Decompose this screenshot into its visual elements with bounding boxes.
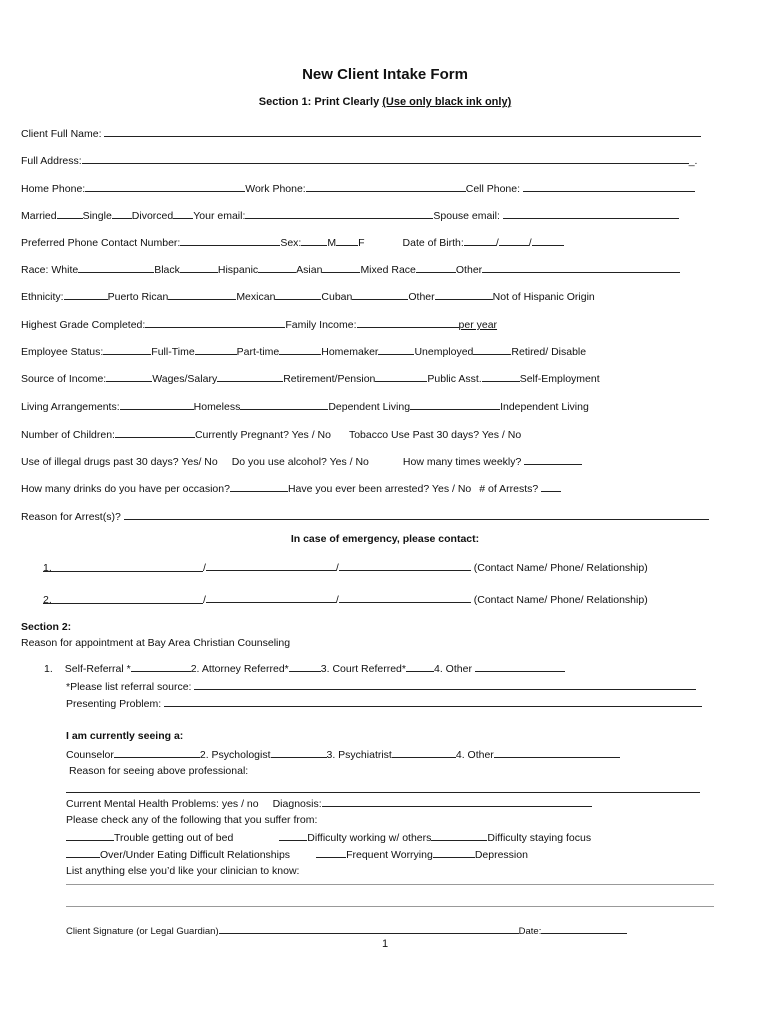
currently-seeing-heading: I am currently seeing a:: [66, 730, 184, 742]
wages-check[interactable]: [106, 370, 152, 382]
substance-row: Use of illegal drugs past 30 days? Yes/ No Do you use alcohol? Yes / No How many times weekly?: [21, 453, 582, 469]
address-field[interactable]: [82, 152, 689, 164]
email-field[interactable]: [245, 207, 433, 219]
retirement-check[interactable]: [217, 370, 283, 382]
children-row: Number of Children: Currently Pregnant? Yes / No Tobacco Use Past 30 days? Yes / No: [21, 426, 521, 442]
referral-source-field[interactable]: [194, 678, 696, 690]
home-phone-field[interactable]: [85, 180, 245, 192]
homemaker-check[interactable]: [279, 343, 321, 355]
eth-pr-check[interactable]: [64, 288, 108, 300]
self-referral-check[interactable]: [131, 660, 191, 672]
eating-check[interactable]: [66, 846, 100, 858]
address-row: Full Address: _.: [21, 152, 697, 168]
client-name-row: Client Full Name:: [21, 125, 701, 141]
homeless-check[interactable]: [120, 398, 194, 410]
check-instructions: Please check any of the following that you suffer from:: [66, 814, 318, 826]
employment-row: Employee Status: Full-Time Part-time Homemaker Unemployed Retired/ Disable: [21, 343, 586, 359]
times-weekly-field[interactable]: [524, 453, 582, 465]
emergency-1-phone[interactable]: [206, 559, 336, 571]
emergency-1-relationship[interactable]: [339, 559, 471, 571]
signature-field[interactable]: [219, 922, 519, 934]
income-source-row: Source of Income: Wages/Salary Retirement/Pension Public Asst. Self-Employment: [21, 370, 600, 386]
public-asst-check[interactable]: [375, 370, 427, 382]
list-else-prompt: List anything else you’d like your clinician to know:: [66, 865, 300, 877]
race-hispanic-check[interactable]: [258, 261, 296, 273]
referral-other-field[interactable]: [475, 660, 565, 672]
page-number: 1: [381, 938, 389, 950]
form-title: New Client Intake Form: [302, 66, 468, 83]
attorney-check[interactable]: [289, 660, 321, 672]
race-mixed-check[interactable]: [416, 261, 456, 273]
date-field[interactable]: [541, 922, 627, 934]
eth-not-check[interactable]: [435, 288, 493, 300]
contact-sex-dob-row: Preferred Phone Contact Number: Sex: M F Date of Birth: / /: [21, 234, 564, 250]
arrests-count-field[interactable]: [541, 480, 561, 492]
worrying-check[interactable]: [316, 846, 346, 858]
dob-day-field[interactable]: [499, 234, 529, 246]
professional-row: Counselor 2. Psychologist 3. Psychiatrist 4. Other: [66, 746, 620, 762]
eth-cuban-check[interactable]: [275, 288, 321, 300]
section2-heading: Section 2:: [21, 621, 72, 633]
drinks-arrest-row: How many drinks do you have per occasion? Have you ever been arrested? Yes / No # of Arrests?: [21, 480, 561, 496]
emergency-2-phone[interactable]: [206, 591, 336, 603]
eth-mex-check[interactable]: [168, 288, 236, 300]
sex-m-check[interactable]: [301, 234, 327, 246]
unemployed-check[interactable]: [378, 343, 414, 355]
counselor-check[interactable]: [114, 746, 200, 758]
part-time-check[interactable]: [195, 343, 237, 355]
race-black-check[interactable]: [180, 261, 218, 273]
signature-row: Client Signature (or Legal Guardian) Date:: [66, 922, 627, 938]
emergency-2-relationship[interactable]: [339, 591, 471, 603]
drinks-field[interactable]: [230, 480, 288, 492]
professional-other-field[interactable]: [494, 746, 620, 758]
ink-instruction: (Use only black ink only): [382, 96, 512, 108]
arrest-reason-field[interactable]: [124, 508, 709, 520]
divorced-check[interactable]: [173, 207, 193, 219]
income-field[interactable]: [357, 316, 459, 328]
reason-professional-field[interactable]: [66, 792, 700, 793]
symptoms-row-2: Over/Under Eating Difficult Relationships Frequent Worrying Depression: [66, 846, 528, 862]
difficulty-focus-check[interactable]: [431, 829, 487, 841]
mental-health-row: Current Mental Health Problems: yes / no Diagnosis:: [66, 795, 592, 811]
difficulty-work-check[interactable]: [279, 829, 307, 841]
contact-hint: (Contact Name/ Phone/ Relationship): [473, 594, 648, 606]
spouse-email-field[interactable]: [503, 207, 679, 219]
grade-income-row: Highest Grade Completed: Family Income: per year: [21, 316, 497, 332]
presenting-problem-row: Presenting Problem:: [66, 695, 702, 711]
client-name-field[interactable]: [104, 125, 701, 137]
race-row: Race: White Black Hispanic Asian Mixed Race Other: [21, 261, 680, 277]
emergency-heading: In case of emergency, please contact:: [290, 533, 480, 545]
independent-check[interactable]: [410, 398, 500, 410]
reason-professional: Reason for seeing above professional:: [69, 765, 249, 777]
eth-other-check[interactable]: [352, 288, 408, 300]
court-check[interactable]: [406, 660, 434, 672]
psychiatrist-check[interactable]: [392, 746, 456, 758]
symptoms-row-1: Trouble getting out of bed Difficulty working w/ others Difficulty staying focus: [66, 829, 591, 845]
phone-row: Home Phone: Work Phone: Cell Phone:: [21, 180, 695, 196]
marital-row: Married Single Divorced Your email: Spouse email:: [21, 207, 679, 223]
sex-f-check[interactable]: [336, 234, 358, 246]
contact-hint: (Contact Name/ Phone/ Relationship): [473, 562, 648, 574]
ethnicity-row: Ethnicity: Puerto Rican Mexican Cuban Other Not of Hispanic Origin: [21, 288, 595, 304]
presenting-problem-field[interactable]: [164, 695, 702, 707]
full-time-check[interactable]: [103, 343, 151, 355]
dob-month-field[interactable]: [464, 234, 496, 246]
dependent-check[interactable]: [240, 398, 328, 410]
dob-year-field[interactable]: [532, 234, 564, 246]
race-asian-check[interactable]: [322, 261, 360, 273]
psychologist-check[interactable]: [271, 746, 327, 758]
children-field[interactable]: [115, 426, 195, 438]
race-other-field[interactable]: [482, 261, 680, 273]
emergency-2-name[interactable]: 2.: [43, 592, 203, 604]
notes-line-2[interactable]: [66, 906, 714, 907]
arrest-reason-row: Reason for Arrest(s)?: [21, 508, 709, 524]
living-row: Living Arrangements: Homeless Dependent Living Independent Living: [21, 398, 589, 414]
emergency-contact-1: 1. / / (Contact Name/ Phone/ Relationship): [43, 559, 648, 575]
section1-heading: Section 1: Print Clearly (Use only black ink only): [258, 96, 512, 108]
work-phone-field[interactable]: [306, 180, 466, 192]
depression-check[interactable]: [433, 846, 475, 858]
race-white-check[interactable]: [78, 261, 154, 273]
emergency-1-name[interactable]: 1.: [43, 560, 203, 572]
cell-phone-field[interactable]: [523, 180, 695, 192]
diagnosis-field[interactable]: [322, 795, 592, 807]
trouble-bed-check[interactable]: [66, 829, 114, 841]
referral-row: 1. Self-Referral * 2. Attorney Referred* 3. Court Referred* 4. Other: [44, 660, 565, 676]
notes-line-1[interactable]: [66, 884, 714, 885]
married-check[interactable]: [57, 207, 83, 219]
referral-source-row: *Please list referral source:: [66, 678, 696, 694]
retired-check[interactable]: [473, 343, 511, 355]
grade-field[interactable]: [145, 316, 285, 328]
self-emp-check[interactable]: [482, 370, 520, 382]
emergency-contact-2: 2. / / (Contact Name/ Phone/ Relationship): [43, 591, 648, 607]
appointment-reason: Reason for appointment at Bay Area Christian Counseling: [21, 637, 291, 649]
preferred-phone-field[interactable]: [180, 234, 280, 246]
single-check[interactable]: [112, 207, 132, 219]
